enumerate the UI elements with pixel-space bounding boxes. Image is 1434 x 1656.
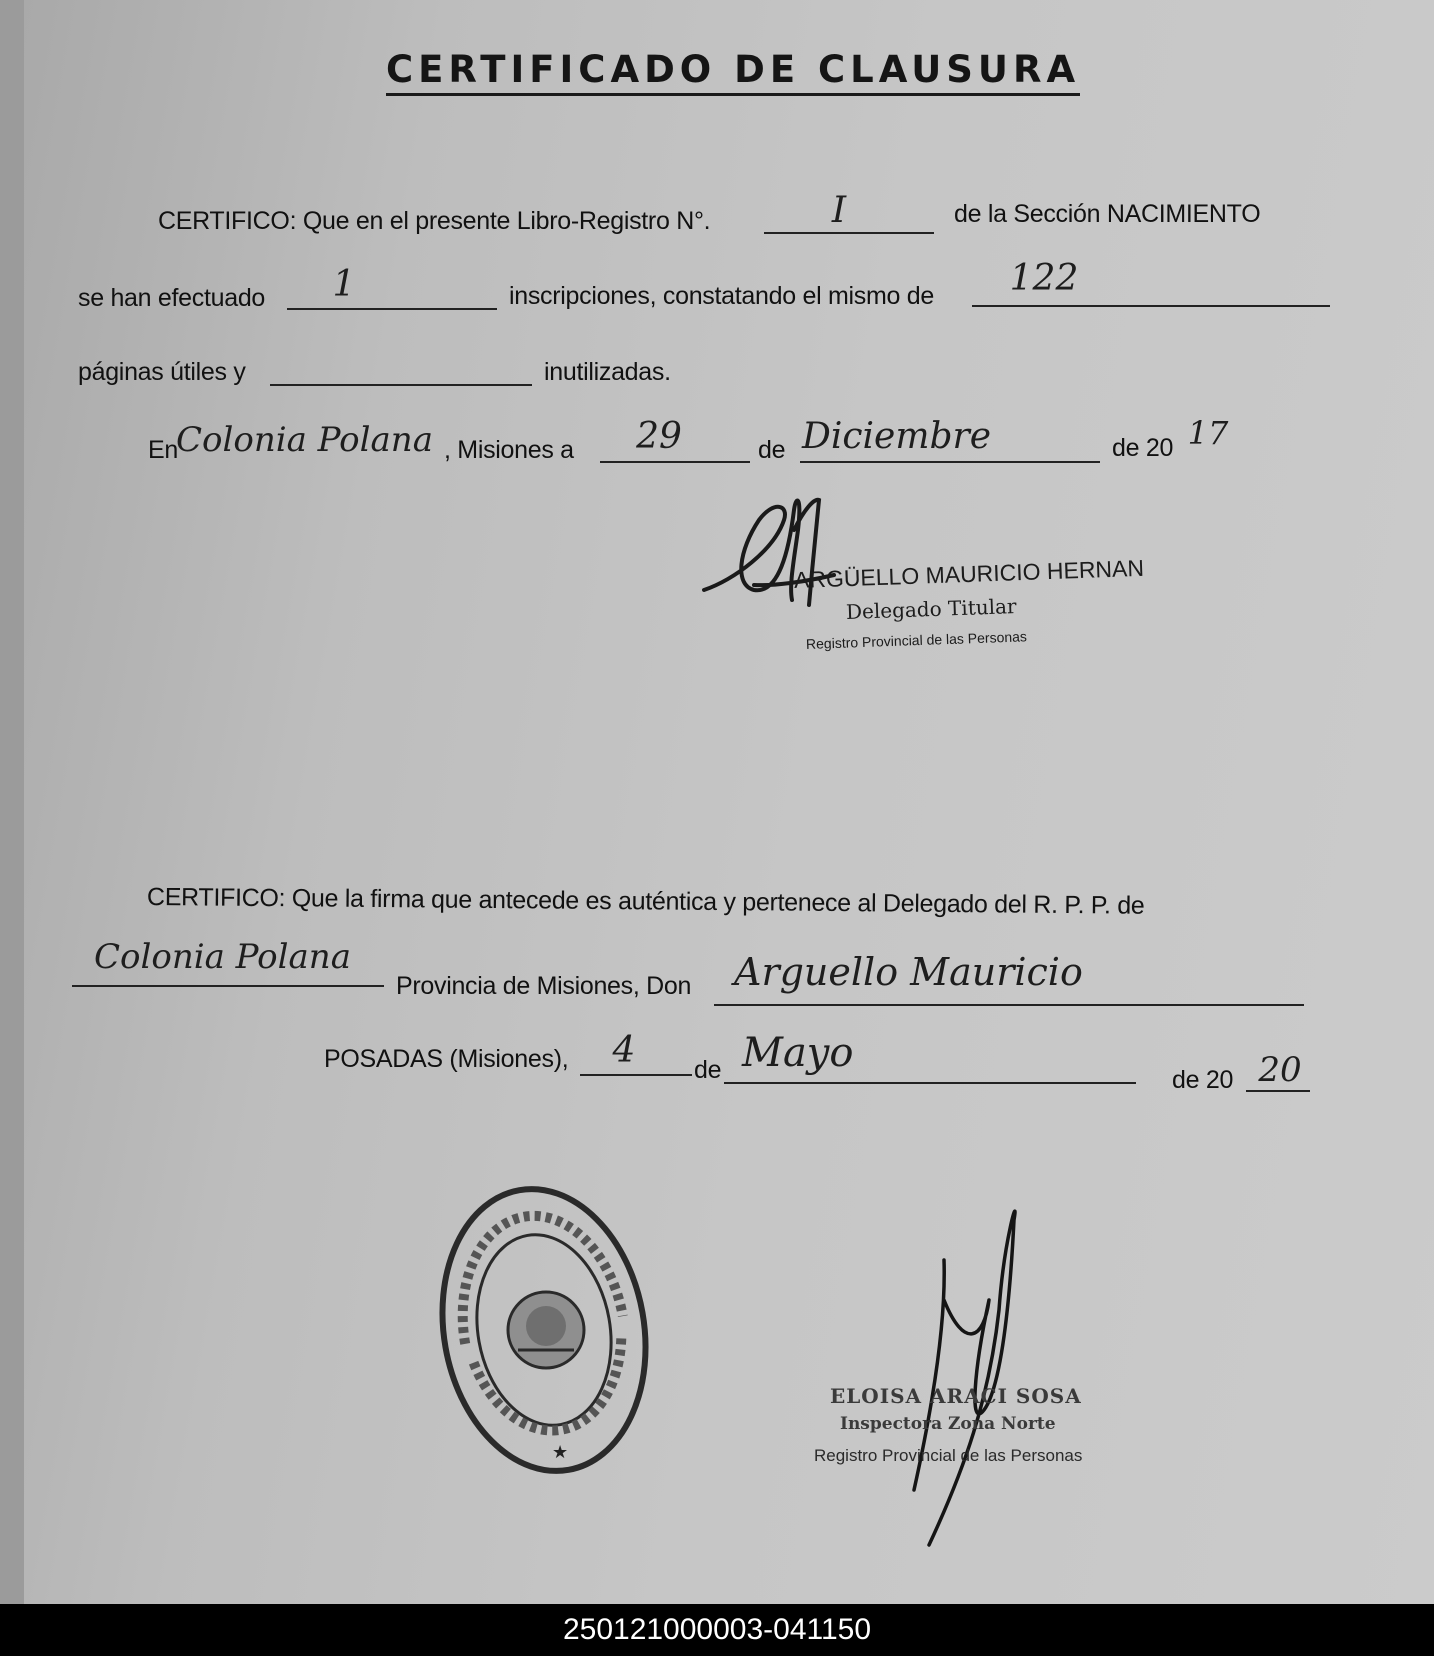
cert2-year-underline	[1246, 1090, 1310, 1092]
cert1-line1-suffix: de la Sección NACIMIENTO	[954, 200, 1261, 228]
cert1-de: de	[758, 436, 786, 464]
signature-1-scribble	[694, 490, 854, 620]
cert2-place-underline	[72, 985, 384, 987]
cert1-year-prefix: de 20	[1112, 434, 1174, 462]
cert1-line1-prefix: CERTIFICO: Que en el presente Libro-Registro N°.	[158, 207, 711, 235]
paginas-value: 122	[1009, 258, 1079, 299]
cert1-place-prefix: En	[148, 436, 178, 464]
cert1-day-underline	[600, 461, 750, 463]
cert2-day-underline	[580, 1074, 692, 1076]
cert1-month-value: Diciembre	[802, 416, 992, 457]
cert2-month-underline	[724, 1082, 1136, 1084]
cert2-place-value: Colonia Polana	[94, 937, 351, 977]
document-id-strip: 250121000003-041150	[0, 1604, 1434, 1656]
signature-1-role: Delegado Titular	[845, 594, 1017, 624]
paginas-underline	[972, 305, 1330, 307]
cert2-line2-middle: Provincia de Misiones, Don	[396, 972, 692, 1000]
signature-2-name: ELOISA ARACI SOSA	[830, 1384, 1082, 1408]
libro-numero-underline	[764, 232, 934, 234]
cert1-province: , Misiones a	[444, 436, 574, 464]
cert1-line3-prefix: páginas útiles y	[78, 358, 246, 386]
cert2-year-value: 20	[1258, 1050, 1302, 1090]
cert2-don-underline	[714, 1004, 1304, 1006]
cert2-de: de	[694, 1056, 722, 1084]
cert1-day-value: 29	[636, 416, 682, 457]
cert1-year-value: 17	[1187, 414, 1229, 452]
signature-1-org: Registro Provincial de las Personas	[805, 628, 1028, 652]
svg-text:★: ★	[552, 1442, 569, 1463]
cert2-year-prefix: de 20	[1172, 1066, 1234, 1094]
cert1-line2-prefix: se han efectuado	[78, 284, 266, 312]
signature-1-name: ARGÜELLO MAURICIO HERNAN	[793, 554, 1145, 593]
cert2-line1: CERTIFICO: Que la firma que antecede es auténtica y pertenece al Delegado del R. P. P. de	[146, 883, 1145, 920]
cert2-day-value: 4	[612, 1030, 636, 1071]
official-seal	[434, 1180, 654, 1480]
signature-2-scribble	[874, 1200, 1034, 1550]
inscripciones-underline	[287, 308, 497, 310]
document-title: CERTIFICADO DE CLAUSURA	[386, 48, 1080, 96]
cert2-city: POSADAS (Misiones),	[324, 1045, 569, 1073]
cert1-line2-middle: inscripciones, constatando el mismo de	[509, 282, 934, 310]
cert1-place-value: Colonia Polana	[176, 420, 433, 460]
cert1-line3-suffix: inutilizadas.	[544, 358, 671, 386]
libro-numero-value: I	[831, 190, 847, 231]
cert2-don-value: Arguello Mauricio	[734, 950, 1083, 994]
cert1-month-underline	[800, 461, 1100, 463]
signature-2-role: Inspectora Zona Norte	[840, 1414, 1056, 1434]
signature-2-org: Registro Provincial de las Personas	[814, 1446, 1083, 1465]
certificate-page	[24, 0, 1434, 1604]
inutilizadas-underline	[270, 384, 532, 386]
inscripciones-value: 1	[332, 264, 356, 305]
cert2-month-value: Mayo	[742, 1030, 854, 1076]
